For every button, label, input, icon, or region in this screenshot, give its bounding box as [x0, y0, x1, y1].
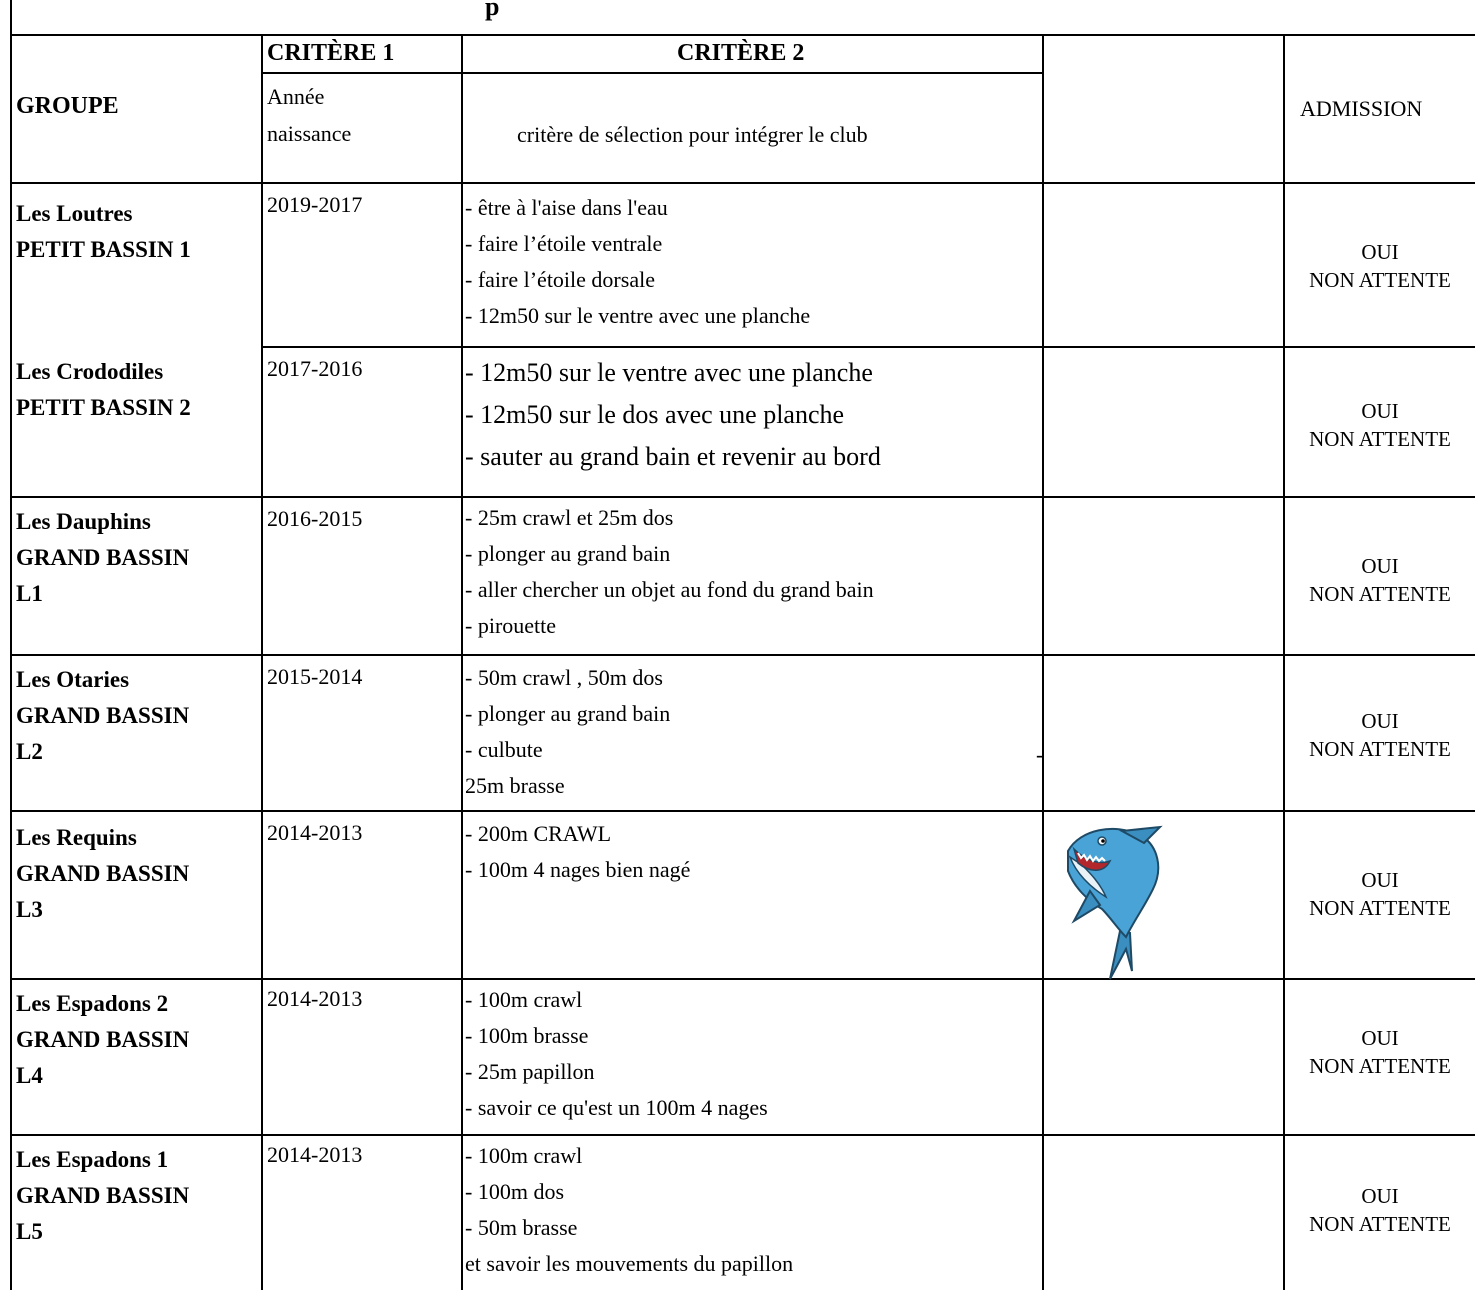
group-name-line: Les Otaries: [16, 667, 130, 692]
shark-body: [1068, 829, 1158, 937]
admission-non-attente: NON ATTENTE: [1309, 427, 1451, 451]
row-5-group: [16, 820, 189, 928]
row-5-criteria: [465, 816, 690, 888]
frame-top-rule: [10, 34, 1475, 36]
row-7-group: [16, 1142, 189, 1250]
criteria-line: - 12m50 sur le dos avec une planche: [465, 400, 845, 429]
row-7-admission: [1285, 1182, 1475, 1238]
group-name-line: Les Espadons 1: [16, 1147, 169, 1172]
row-2-criteria: [465, 352, 881, 478]
criteria-line: - 50m crawl , 50m dos: [465, 665, 663, 690]
col-line-1: [261, 34, 263, 1290]
admission-oui: OUI: [1361, 399, 1399, 423]
admission-non-attente: NON ATTENTE: [1309, 737, 1451, 761]
criteria-line: - 100m dos: [465, 1179, 564, 1204]
admission-oui: OUI: [1361, 1184, 1399, 1208]
criteria-line: - plonger au grand bain: [465, 541, 671, 566]
admission-oui: OUI: [1361, 240, 1399, 264]
row-5-years: 2014-2013: [267, 820, 363, 845]
row-3-years: 2016-2015: [267, 506, 363, 531]
group-name-line: GRAND BASSIN: [16, 1183, 190, 1208]
col-line-4: [1283, 34, 1285, 1290]
row-5-admission: [1285, 866, 1475, 922]
row-7-years: 2014-2013: [267, 1142, 363, 1167]
row-6-admission: [1285, 1024, 1475, 1080]
criteria-line: - 25m papillon: [465, 1059, 595, 1084]
admission-oui: OUI: [1361, 554, 1399, 578]
row-sep-header: [10, 182, 1475, 184]
criteria-line: - 25m crawl et 25m dos: [465, 505, 674, 530]
group-name-line: PETIT BASSIN 2: [16, 395, 191, 420]
admission-non-attente: NON ATTENTE: [1309, 1054, 1451, 1078]
group-name-line: L3: [16, 897, 43, 922]
group-name-line: Les Crododiles: [16, 359, 164, 384]
admission-oui: OUI: [1361, 709, 1399, 733]
row-2-years: 2017-2016: [267, 356, 363, 381]
header-critere-desc: critère de sélection pour intégrer le club: [517, 122, 868, 147]
criteria-line: - pirouette: [465, 613, 557, 638]
header-admission: ADMISSION: [1300, 96, 1423, 121]
group-name-line: Les Requins: [16, 825, 137, 850]
row-3-criteria: [465, 500, 874, 644]
criteria-line: - 12m50 sur le ventre avec une planche: [465, 358, 873, 387]
criteria-line: - savoir ce qu'est un 100m 4 nages: [465, 1095, 768, 1120]
group-name-line: GRAND BASSIN: [16, 861, 190, 886]
criteria-line: - 100m crawl: [465, 987, 583, 1012]
criteria-line: - 50m brasse: [465, 1215, 578, 1240]
group-name-line: L4: [16, 1063, 43, 1088]
header-split-line: [261, 72, 1043, 74]
admission-oui: OUI: [1361, 1026, 1399, 1050]
row-2-admission: [1285, 397, 1475, 453]
col-line-3: [1042, 34, 1044, 1290]
row-2-group: [16, 354, 191, 426]
group-name-line: Les Loutres: [16, 201, 133, 226]
criteria-line: - faire l’étoile ventrale: [465, 231, 663, 256]
criteria-line: 25m brasse: [465, 773, 565, 798]
header-annee-line2: naissance: [267, 121, 352, 146]
criteria-line: - sauter au grand bain et revenir au bord: [465, 442, 881, 471]
group-name-line: L2: [16, 739, 43, 764]
shark-tail: [1110, 931, 1132, 979]
col-line-2: [461, 34, 463, 1290]
header-critere-2: CRITÈRE 2: [677, 40, 805, 66]
criteria-line: - 100m crawl: [465, 1143, 583, 1168]
shark-illustration: [1060, 821, 1170, 981]
admission-oui: OUI: [1361, 868, 1399, 892]
row-sep-1: [261, 346, 1475, 348]
row-7-criteria: [465, 1138, 793, 1282]
group-name-line: Les Dauphins: [16, 509, 151, 534]
row-1-criteria: [465, 190, 810, 334]
row-sep-3: [10, 654, 1475, 656]
row-6-criteria: [465, 982, 768, 1126]
group-name-line: L1: [16, 581, 43, 606]
criteria-line: - culbute: [465, 737, 543, 762]
row-4-years: 2015-2014: [267, 664, 363, 689]
group-name-line: Les Espadons 2: [16, 991, 169, 1016]
header-annee: [267, 78, 351, 152]
group-name-line: L5: [16, 1219, 43, 1244]
row-sep-6: [10, 1134, 1475, 1136]
row-4-criteria: [465, 660, 670, 804]
group-name-line: GRAND BASSIN: [16, 703, 190, 728]
criteria-line: et savoir les mouvements du papillon: [465, 1251, 794, 1276]
row-sep-5: [10, 978, 1475, 980]
row-sep-2: [10, 496, 1475, 498]
header-groupe: GROUPE: [16, 93, 119, 119]
row-4-group: [16, 662, 189, 770]
row-3-admission: [1285, 552, 1475, 608]
group-name-line: GRAND BASSIN: [16, 1027, 190, 1052]
row-4-side-mark: -: [1036, 742, 1044, 767]
row-4-admission: [1285, 707, 1475, 763]
row-3-group: [16, 504, 189, 612]
admission-non-attente: NON ATTENTE: [1309, 268, 1451, 292]
group-name-line: PETIT BASSIN 1: [16, 237, 191, 262]
header-annee-line1: Année: [267, 84, 325, 109]
row-sep-4: [10, 810, 1475, 812]
admission-non-attente: NON ATTENTE: [1309, 896, 1451, 920]
row-6-years: 2014-2013: [267, 986, 363, 1011]
criteria-line: - 100m 4 nages bien nagé: [465, 857, 691, 882]
row-1-years: 2019-2017: [267, 192, 363, 217]
criteria-line: - faire l’étoile dorsale: [465, 267, 655, 292]
admission-non-attente: NON ATTENTE: [1309, 582, 1451, 606]
criteria-line: - 12m50 sur le ventre avec une planche: [465, 303, 811, 328]
group-name-line: GRAND BASSIN: [16, 545, 190, 570]
criteria-line: - être à l'aise dans l'eau: [465, 195, 668, 220]
page-title-fragment: p: [485, 0, 500, 21]
row-6-group: [16, 986, 189, 1094]
frame-left: [10, 0, 12, 1290]
header-critere-1: CRITÈRE 1: [267, 40, 395, 66]
criteria-line: - 100m brasse: [465, 1023, 589, 1048]
criteria-line: - 200m CRAWL: [465, 821, 612, 846]
criteria-line: - plonger au grand bain: [465, 701, 671, 726]
row-1-group: [16, 196, 191, 268]
criteria-line: - aller chercher un objet au fond du grand bain: [465, 577, 874, 602]
admission-non-attente: NON ATTENTE: [1309, 1212, 1451, 1236]
row-1-admission: [1285, 238, 1475, 294]
